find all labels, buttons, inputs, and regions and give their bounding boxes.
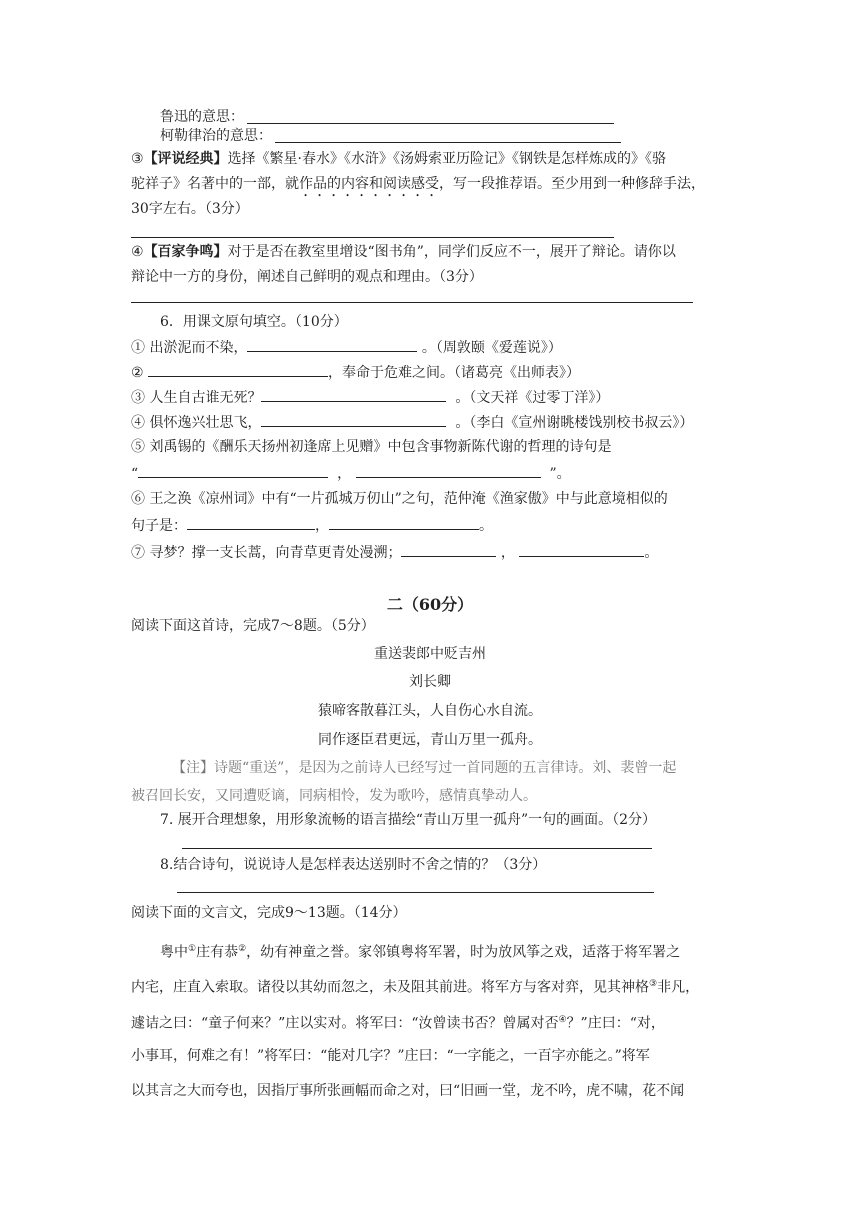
- q6-line1: ① 出淤泥而不染， 。（周敦颐《爱莲说》）: [131, 337, 562, 357]
- q6-line5b: “ ， ”。: [131, 463, 571, 483]
- prose-line-5: 以其言之大而夸也，因指厅事所张画幅而命之对，曰“旧画一堂，龙不吟，虎不啸，花不闻: [131, 1083, 685, 1099]
- item4-line1: ④【百家争鸣】对于是否在教室里增设“图书角”，同学们反应不一，展开了辩论。请你以: [131, 244, 676, 260]
- luxun-label: 鲁迅的意思：: [160, 109, 244, 125]
- q8: 8.结合诗句，说说诗人是怎样表达送别时不舍之情的？（3分）: [160, 857, 547, 873]
- prose-line-2: 内宅，庄直入索取。诸役以其幼而忽之，未及阻其前进。将军方与客对弈，见其神格③非凡，: [131, 979, 700, 996]
- item3-line3: 30字左右。（3分）: [131, 201, 249, 217]
- poem-title: 重送裴郎中贬吉州: [374, 646, 486, 662]
- poem-line-1: 猿啼客散暮江头，人自伤心水自流。: [318, 703, 542, 719]
- fill-blank[interactable]: [187, 515, 315, 530]
- dotted-emphasis: 作品的内容和阅读感受: [299, 176, 439, 192]
- q6-line3: ③ 人生自古谁无死？ 。（文天祥《过零丁洋》）: [131, 387, 609, 407]
- poem-line-2: 同作逐臣君更远，青山万里一孤舟。: [318, 732, 542, 748]
- section-heading: 二（60分）: [386, 595, 474, 614]
- poem-intro: 阅读下面这首诗，完成7～8题。（5分）: [131, 618, 375, 634]
- fill-blank[interactable]: [261, 412, 446, 427]
- poem-note-line1: 【注】诗题“重送”，是因为之前诗人已经写过一首同题的五言律诗。刘、裴曾一起: [172, 760, 677, 776]
- fill-blank[interactable]: [261, 387, 446, 402]
- fill-blank[interactable]: [247, 337, 417, 352]
- fill-blank[interactable]: [401, 542, 496, 557]
- q7-answer-line[interactable]: [182, 848, 652, 849]
- prose-intro: 阅读下面的文言文，完成9～13题。（14分）: [131, 905, 407, 921]
- fill-blank[interactable]: [138, 463, 328, 478]
- q6-line6a: ⑥ 王之涣《凉州词》中有“一片孤城万仞山”之句，范仲淹《渔家傲》中与此意境相似的: [131, 491, 668, 507]
- q6-line7: ⑦ 寻梦？撑一支长蒿，向青草更青处漫溯； ， 。: [131, 542, 658, 562]
- poem-note-line2: 被召回长安，又同遭贬谪，同病相怜，发为歌吟，感情真挚动人。: [131, 788, 537, 804]
- q7: 7. 展开合理想象，用形象流畅的语言描绘“青山万里一孤舟”一句的画面。（2分）: [160, 812, 657, 828]
- item3-line1: ③【评说经典】选择《繁星·春水》《水浒》《汤姆索亚历险记》《钢铁是怎样炼成的》《骆: [131, 151, 667, 167]
- prose-line-4: 小事耳，何难之有！”将军曰：“能对几字？”庄曰：“一字能之，一百字亦能之。”将军: [131, 1048, 650, 1064]
- coleridge-label: 柯勒律治的意思：: [160, 128, 272, 144]
- item3-line2: 驼祥子》名著中的一部，就作品的内容和阅读感受，写一段推荐语。至少用到一种修辞手法，: [131, 176, 705, 192]
- fill-blank[interactable]: [329, 515, 479, 530]
- q8-answer-line[interactable]: [177, 892, 654, 893]
- fill-blank[interactable]: [148, 362, 328, 377]
- fill-blank[interactable]: [356, 463, 541, 478]
- q6-line5a: ⑤ 刘禹锡的《酬乐天扬州初逢席上见赠》中包含事物新陈代谢的哲理的诗句是: [131, 439, 612, 455]
- poem-author: 刘长卿: [409, 674, 451, 690]
- item3-answer-line[interactable]: [131, 237, 614, 238]
- q6-line2: ② ，奉命于危难之间。（诸葛亮《出师表》）: [131, 362, 580, 382]
- item4-answer-line[interactable]: [131, 302, 693, 303]
- prose-line-3: 遽诘之曰：“童子何来？”庄以实对。将军曰：“汝曾读书否？曾属对否④？”庄曰：“对，: [131, 1015, 665, 1032]
- prose-line-1: 粤中①庄有恭②，幼有神童之誉。家邻镇粤将军署，时为放风筝之戏，适落于将军署之: [160, 944, 681, 961]
- luxun-answer-line[interactable]: [247, 123, 614, 124]
- q6-line6b: 句子是： ， 。: [131, 515, 493, 535]
- item4-line2: 辩论中一方的身份，阐述自己鲜明的观点和理由。（3分）: [131, 269, 483, 285]
- coleridge-answer-line[interactable]: [275, 142, 621, 143]
- fill-blank[interactable]: [519, 542, 644, 557]
- q6-line4: ④ 俱怀逸兴壮思飞， 。（李白《宣州谢眺楼饯别校书叔云》）: [131, 412, 693, 432]
- q6-title: 6．用课文原句填空。（10分）: [160, 314, 348, 330]
